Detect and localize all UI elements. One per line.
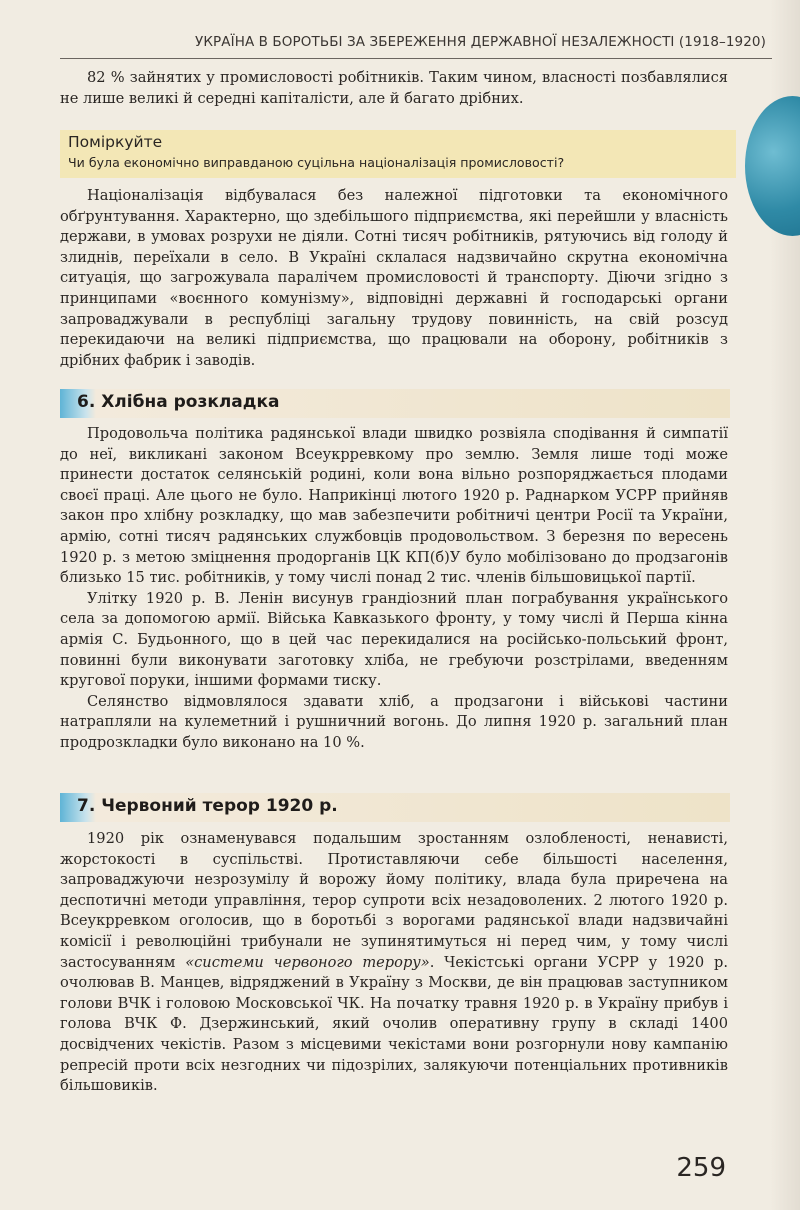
section-6-paragraph-3: Селянство відмовлялося здавати хліб, а продзагони і військові частини натрапляли на кулеметний і рушничний вогонь. До липня 1920 р. загальний план продрозкладки було виконано на 10 %. [60,692,728,751]
header-rule [60,58,772,59]
running-header: УКРАЇНА В БОРОТЬБІ ЗА ЗБЕРЕЖЕННЯ ДЕРЖАВНОЇ НЕЗАЛЕЖНОСТІ (1918–1920) [195,34,766,50]
section-6-paragraph-2: Улітку 1920 р. В. Ленін висунув грандіозний план пограбування українського села за допомогою армії. Війська Кавказького фронту, у тому числі й Перша кінна армія С. Будьонного, що в цей час перекидалися на російсько-польський фронт, повинні були виконувати заготовку хліба, не гребуючи розстрілами, введенням кругової поруки, іншими формами тиску. [60,589,728,690]
section-6-paragraph-1: Продовольча політика радянської влади швидко розвіяла сподівання й симпатії до неї, викликані законом Всеукрревкому про землю. Земля лише тоді може принести достаток селянській родині, коли вона вільно розпоряджається плодами своєї праці. Але цього не було. Наприкінці лютого 1920 р. Раднарком УСРР прийняв закон про хлібну розкладку, що мав забезпечити робітничі центри Росії та України, армію, сотні тисяч радянських службовців продовольством. З березня по вересень 1920 р. з метою зміцнення продорганів ЦК КП(б)У було мобілізовано до продзагонів близько 15 тис. робітників, у тому числі понад 2 тис. членів більшовицької партії. [60,425,728,587]
think-box-question: Чи була економічно виправданою суцільна націоналізація промисловості? [68,155,565,170]
section-7-text-part-1: 1920 рік ознаменувався подальшим зростанням озлобленості, ненависті, жорстокості в суспільстві. Протиставляючи себе більшості населення, запроваджуючи незрозумілу й ворожу йому політику, влада була приречена на деспотичні методи управління, терор супроти всіх незадоволених. 2 лютого 1920 р. Всеукрревком оголосив, що в боротьбі з ворогами радянської влади надзвичайні комісії і революційні трибунали не зупинятимуться ні перед чим, у тому числі застосуванням [60,830,728,971]
section-7-body [60,829,728,1097]
nationalization-paragraph: Націоналізація відбувалася без належної підготовки та економічного обґрунтування. Характерно, що здебільшого підприємства, які перейшли у власність держави, в умовах розрухи не діяли. Сотні тисяч робітників, рятуючись від голоду й злиднів, переїхали в село. В Україні склалася надзвичайно скрутна економічна ситуація, що загрожувала паралічем промисловості й транспорту. Діючи згідно з принципами «воєнного комунізму», відповідні державні й господарські органи запроваджували в республіці загальну трудову повинність, на свій розсуд перекидаючи на великі підприємства, що працювали на оборону, робітників з дрібних фабрик і заводів. [60,187,728,369]
intro-paragraph-block [60,68,728,109]
section-7-title: 7. Червоний терор 1920 р. [77,796,338,816]
think-box [60,130,736,178]
section-7-paragraph [60,829,728,1097]
section-7-text-part-2: . Чекістські органи УСРР у 1920 р. очолював В. Манцев, відряджений в Україну з Москви, де він працював заступником голови ВЧК і головою Московської ЧК. На початку травня 1920 р. в Україну прибув і голова ВЧК Ф. Дзержинський, який очолив оперативну групу в складі 1400 досвідчених чекістів. Разом з місцевими чекістами вони розгорнули нову кампанію репресій проти всіх незгодних чи підозрілих, залякуючи потенціальних противників більшовиків. [60,953,728,1095]
section-7-heading [60,793,730,822]
section-6-body [60,424,728,754]
intro-paragraph: 82 % зайнятих у промисловості робітників. Таким чином, власності позбавлялися не лише великі й середні капіталісти, але й багато дрібних. [60,69,728,107]
section-6-title: 6. Хлібна розкладка [77,392,280,412]
section-6-heading [60,389,730,418]
page-number: 259 [676,1153,726,1183]
think-box-title: Поміркуйте [68,133,163,151]
chapter-side-tab [745,96,800,236]
nationalization-block [60,186,728,371]
section-7-emphasized-term: «системи червоного терору» [185,953,430,971]
